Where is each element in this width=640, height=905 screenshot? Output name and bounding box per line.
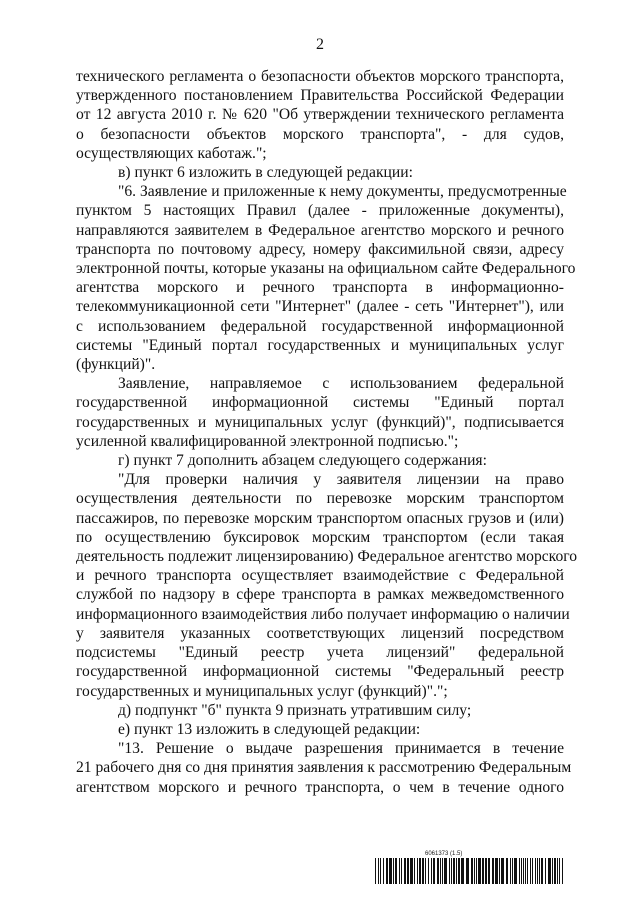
text-line: подсистемы "Единый реестр учета лицензий" федеральной bbox=[76, 644, 564, 662]
barcode-bar bbox=[532, 858, 533, 884]
barcode-bar bbox=[535, 858, 536, 884]
barcode-bar bbox=[433, 858, 435, 884]
barcode-bar bbox=[437, 858, 439, 884]
barcode-bar bbox=[417, 858, 418, 884]
text-line: "Для проверки наличия у заявителя лицензии на право bbox=[118, 471, 564, 489]
text-line: технического регламента о безопасности объектов морского транспорта, bbox=[76, 68, 564, 85]
barcode-bar bbox=[510, 858, 511, 884]
barcode-bar bbox=[527, 858, 528, 884]
text-line: "13. Решение о выдаче разрешения принимается в течение bbox=[118, 740, 564, 758]
text-line: государственных и муниципальных услуг (функций)"."; bbox=[76, 682, 448, 700]
barcode-bar bbox=[404, 858, 406, 884]
barcode-bar bbox=[393, 858, 394, 884]
text-line: Заявление, направляемое с использованием федеральной bbox=[118, 375, 564, 393]
text-line: по осуществлению буксировок морским транспортом (если такая bbox=[76, 528, 564, 546]
barcode-bar bbox=[557, 858, 558, 884]
text-line: пассажиров, по перевозке морским транспортом опасных грузов и (или) bbox=[76, 509, 564, 527]
barcode-bar bbox=[380, 858, 381, 884]
barcode-bar bbox=[554, 858, 556, 884]
text-line: осуществления деятельности по перевозке морским транспортом bbox=[76, 490, 564, 508]
barcode-bar bbox=[401, 858, 402, 884]
text-line: у заявителя указанных соответствующих лицензий посредством bbox=[76, 624, 564, 642]
barcode-bar bbox=[386, 858, 388, 884]
text-line: от 12 августа 2010 г. № 620 "Об утверждении технического регламента bbox=[76, 106, 564, 124]
text-line: информационного взаимодействия либо получает информацию о наличии bbox=[76, 605, 570, 623]
barcode-bar bbox=[514, 858, 517, 884]
barcode-bar bbox=[488, 858, 490, 884]
text-line: транспорта по почтовому адресу, номеру факсимильной связи, адресу bbox=[76, 240, 564, 258]
barcode-bar bbox=[407, 858, 409, 884]
text-line: д) подпункт "б" пункта 9 признать утратившим силу; bbox=[118, 701, 472, 719]
text-line: телекоммуникационной сети "Интернет" (далее - сеть "Интернет"), или bbox=[76, 298, 564, 316]
barcode-bar bbox=[378, 858, 379, 884]
barcode-bar bbox=[541, 858, 543, 884]
barcode-bar bbox=[425, 858, 426, 884]
text-line: пунктом 5 настоящих Правил (далее - приложенные документы), bbox=[76, 202, 564, 220]
barcode-bar bbox=[466, 858, 469, 884]
barcode-bar bbox=[501, 858, 504, 884]
document-body bbox=[76, 67, 578, 797]
text-line: государственной информационной системы "Федеральный реестр bbox=[76, 663, 564, 681]
page-number: 2 bbox=[316, 36, 324, 53]
barcode-bar bbox=[545, 858, 546, 884]
barcode-bar bbox=[476, 858, 477, 884]
barcode-bar bbox=[495, 858, 498, 884]
barcode-block bbox=[375, 851, 565, 884]
barcode-image bbox=[375, 858, 565, 884]
barcode-bar bbox=[395, 858, 397, 884]
text-line: усиленной квалифицированной электронной подписью."; bbox=[76, 432, 459, 450]
barcode-bar bbox=[399, 858, 400, 884]
barcode-bar bbox=[428, 858, 429, 884]
barcode-bar bbox=[444, 858, 447, 884]
barcode-bar bbox=[383, 858, 384, 884]
text-line: о безопасности объектов морского транспорта", - для судов, bbox=[76, 125, 564, 143]
barcode-bar bbox=[474, 858, 475, 884]
barcode-bar bbox=[512, 858, 513, 884]
barcode-bar bbox=[458, 858, 460, 884]
barcode-bar bbox=[525, 858, 526, 884]
barcode-bar bbox=[375, 858, 376, 884]
barcode-bar bbox=[410, 858, 413, 884]
text-line: системы "Единый портал государственных и муниципальных услуг bbox=[76, 336, 564, 354]
text-line: агентства морского и речного транспорта в информационно- bbox=[76, 279, 564, 297]
barcode-bar bbox=[431, 858, 432, 884]
barcode-bar bbox=[530, 858, 531, 884]
barcode-bar bbox=[440, 858, 441, 884]
text-line: осуществляющих каботаж."; bbox=[76, 144, 267, 162]
text-line: электронной почты, которые указаны на официальном сайте Федерального bbox=[76, 260, 576, 278]
barcode-bar bbox=[461, 858, 464, 884]
barcode-number: 6061373 (1.5) bbox=[425, 851, 463, 857]
barcode-bar bbox=[389, 858, 392, 884]
barcode-bar bbox=[562, 858, 563, 884]
text-line: в) пункт 6 изложить в следующей редакции: bbox=[118, 164, 413, 182]
barcode-bar bbox=[523, 858, 524, 884]
barcode-bar bbox=[478, 858, 481, 884]
barcode-bar bbox=[552, 858, 553, 884]
text-line: "6. Заявление и приложенные к нему документы, предусмотренные bbox=[118, 183, 567, 201]
barcode-bar bbox=[482, 858, 484, 884]
barcode-bar bbox=[492, 858, 494, 884]
barcode-bar bbox=[471, 858, 473, 884]
text-line: г) пункт 7 дополнить абзацем следующего содержания: bbox=[118, 452, 487, 470]
barcode-bar bbox=[521, 858, 522, 884]
barcode-bar bbox=[548, 858, 551, 884]
barcode-bar bbox=[506, 858, 508, 884]
barcode-bar bbox=[453, 858, 455, 884]
barcode-bar bbox=[422, 858, 424, 884]
text-line: направляются заявителем в Федеральное агентство морского и речного bbox=[76, 221, 564, 239]
barcode-bar bbox=[456, 858, 457, 884]
barcode-bar bbox=[539, 858, 540, 884]
text-line: и речного транспорта осуществляет взаимодействие с Федеральной bbox=[76, 567, 564, 585]
text-line: 21 рабочего дня со дня принятия заявления к рассмотрению Федеральным bbox=[76, 759, 572, 777]
barcode-bar bbox=[485, 858, 487, 884]
barcode-bar bbox=[449, 858, 450, 884]
text-line: агентством морского и речного транспорта, о чем в течение одного bbox=[76, 778, 564, 796]
text-line: государственной информационной системы "Единый портал bbox=[76, 394, 564, 412]
text-line: е) пункт 13 изложить в следующей редакции: bbox=[118, 720, 421, 738]
barcode-bar bbox=[451, 858, 452, 884]
barcode-bar bbox=[499, 858, 500, 884]
text-line: с использованием федеральной государственной информационной bbox=[76, 317, 564, 335]
barcode-bar bbox=[419, 858, 421, 884]
text-line: деятельность подлежит лицензированию) Федеральное агентство морского bbox=[76, 548, 578, 566]
barcode-bar bbox=[414, 858, 415, 884]
text-line: (функций)". bbox=[76, 356, 156, 374]
barcode-bar bbox=[559, 858, 560, 884]
text-line: утвержденного постановлением Правительства Российской Федерации bbox=[76, 87, 564, 105]
barcode-bar bbox=[537, 858, 538, 884]
barcode-bar bbox=[519, 858, 520, 884]
text-line: службой по надзору в сфере транспорта в рамках межведомственного bbox=[76, 586, 564, 604]
barcode-bar bbox=[442, 858, 443, 884]
text-line: государственных и муниципальных услуг (функций)", подписывается bbox=[76, 413, 564, 431]
